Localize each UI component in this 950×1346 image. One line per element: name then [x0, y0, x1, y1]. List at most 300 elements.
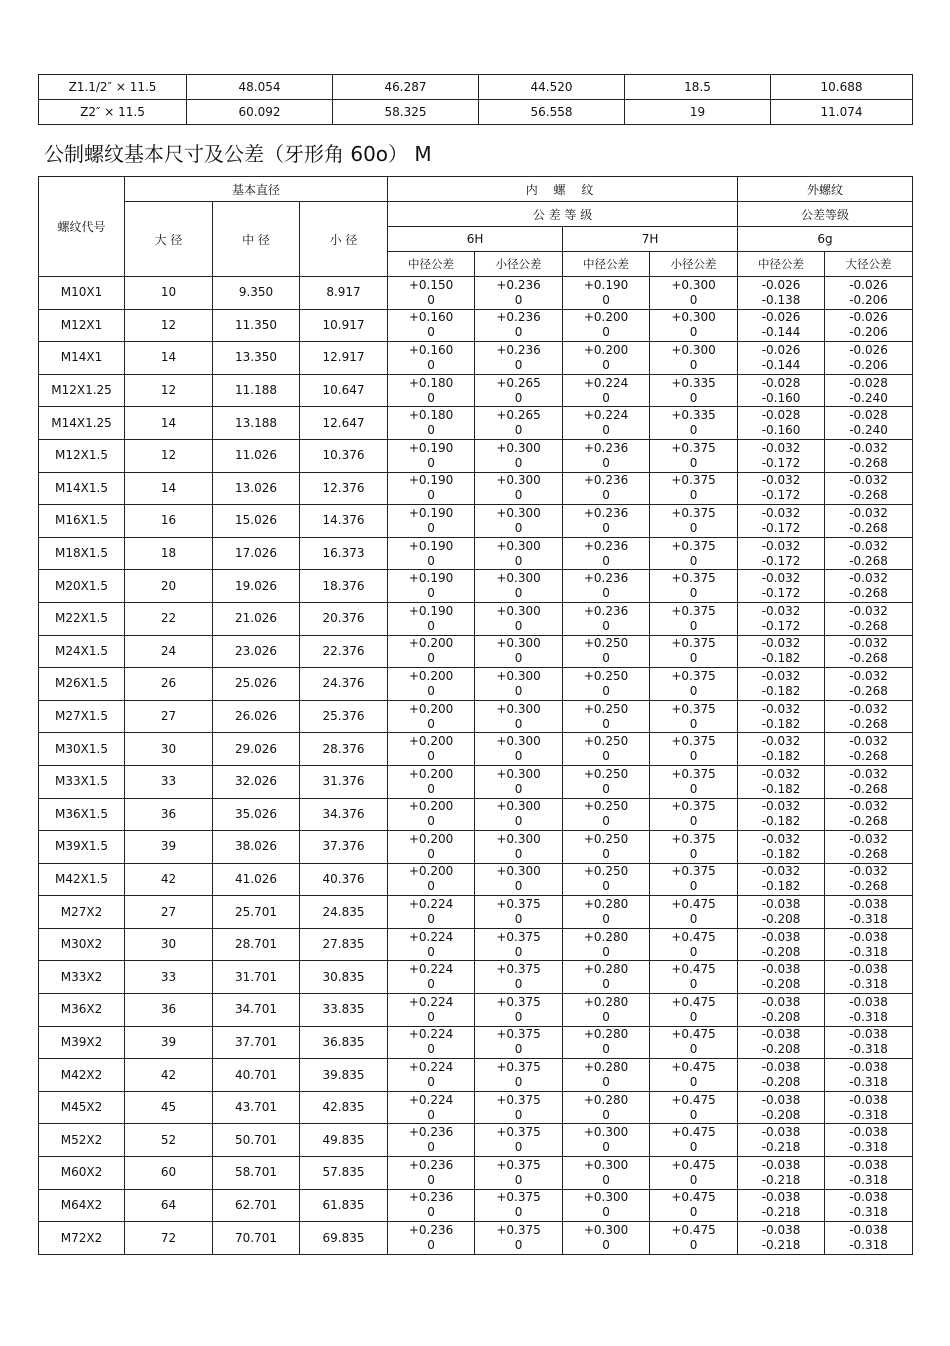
tol-7h-pitch-lower: 0 — [602, 1140, 610, 1155]
tol-7h-pitch-lower: 0 — [602, 390, 610, 405]
tol-6g-pitch — [738, 961, 825, 994]
tol-7h-pitch — [563, 1124, 650, 1157]
tol-6h-pitch — [388, 309, 475, 342]
tol-6h-pitch-upper: +0.190 — [408, 505, 454, 520]
tol-7h-minor — [650, 700, 738, 733]
tol-6h-pitch — [388, 961, 475, 994]
tol-6h-minor-upper: +0.300 — [496, 701, 541, 716]
tol-7h-pitch-upper: +0.250 — [583, 799, 629, 814]
metric-thread-table — [38, 176, 913, 1255]
tol-6h-pitch-lower: 0 — [427, 846, 435, 861]
tol-6h-pitch-lower: 0 — [427, 814, 435, 829]
tol-6g-pitch-upper: -0.028 — [761, 408, 801, 423]
tol-6h-pitch-lower: 0 — [427, 325, 435, 340]
tol-7h-minor-upper: +0.375 — [671, 603, 716, 618]
tol-6h-minor-lower: 0 — [514, 1238, 523, 1253]
tol-7h-minor-lower: 0 — [689, 651, 698, 666]
tol-7h-minor-upper: +0.475 — [671, 897, 716, 912]
tol-7h-minor-lower: 0 — [689, 1009, 698, 1024]
tol-6h-minor-upper: +0.375 — [496, 1223, 541, 1238]
tol-7h-minor — [650, 733, 738, 766]
tol-6g-pitch-upper: -0.038 — [761, 1223, 801, 1238]
major-diameter-cell: 18 — [125, 537, 213, 570]
tol-7h-minor-upper: +0.475 — [671, 962, 716, 977]
minor-diameter-cell: 69.835 — [300, 1222, 388, 1255]
tol-6h-minor-lower: 0 — [514, 586, 523, 601]
minor-diameter-cell: 16.373 — [300, 537, 388, 570]
tol-6h-minor-lower: 0 — [514, 1075, 523, 1090]
tol-6g-pitch-upper: -0.038 — [761, 1190, 801, 1205]
tol-6h-minor — [475, 1091, 563, 1124]
tol-7h-minor-upper: +0.475 — [671, 1190, 716, 1205]
table-row — [39, 277, 913, 310]
tol-7h-pitch — [563, 602, 650, 635]
tol-6h-minor-upper: +0.300 — [496, 473, 541, 488]
tol-7h-minor-lower: 0 — [689, 357, 698, 372]
tol-6g-pitch-lower: -0.172 — [761, 553, 801, 568]
tol-6h-minor-lower: 0 — [514, 390, 523, 405]
tol-6h-minor-upper: +0.236 — [496, 277, 541, 292]
thread-code-cell: M12X1 — [39, 309, 125, 342]
tol-6h-minor — [475, 277, 563, 310]
tol-7h-minor-upper: +0.335 — [671, 408, 716, 423]
tol-7h-pitch — [563, 1222, 650, 1255]
table-row — [39, 831, 913, 864]
tol-6h-minor — [475, 994, 563, 1027]
tol-7h-minor-upper: +0.375 — [671, 864, 716, 879]
tol-7h-pitch — [563, 994, 650, 1027]
tol-6h-minor-lower: 0 — [514, 1205, 523, 1220]
tol-7h-minor-upper: +0.375 — [671, 505, 716, 520]
tol-7h-minor-upper: +0.475 — [671, 1223, 716, 1238]
tol-7h-minor — [650, 961, 738, 994]
tol-6h-minor — [475, 961, 563, 994]
tol-6g-major-lower: -0.268 — [849, 683, 888, 698]
tol-6h-pitch — [388, 733, 475, 766]
tol-6h-minor — [475, 798, 563, 831]
tol-6h-minor-upper: +0.375 — [496, 929, 541, 944]
tol-7h-pitch-upper: +0.280 — [583, 962, 629, 977]
tol-6h-pitch — [388, 928, 475, 961]
thread-code-cell: M52X2 — [39, 1124, 125, 1157]
tol-6h-pitch — [388, 1026, 475, 1059]
tol-6g-major-upper: -0.038 — [849, 962, 888, 977]
minor-diameter-cell: 24.376 — [300, 668, 388, 701]
tol-6h-minor — [475, 407, 563, 440]
tol-6h-minor — [475, 863, 563, 896]
tol-6h-minor-upper: +0.375 — [496, 1027, 541, 1042]
tol-6h-minor-lower: 0 — [514, 944, 523, 959]
tol-7h-minor — [650, 1124, 738, 1157]
tol-6g-major-lower: -0.206 — [849, 325, 888, 340]
header-6h-minor-tol: 小径公差 — [475, 252, 563, 277]
tol-7h-pitch-upper: +0.300 — [583, 1125, 629, 1140]
tol-6h-pitch-lower: 0 — [427, 1042, 435, 1057]
tol-6g-major-lower: -0.268 — [849, 846, 888, 861]
tol-6h-pitch — [388, 505, 475, 538]
tol-6h-minor-upper: +0.300 — [496, 571, 541, 586]
tol-6h-minor-lower: 0 — [514, 651, 523, 666]
header-grade-6h: 6H — [388, 227, 563, 252]
table-row — [39, 1157, 913, 1190]
tol-7h-pitch — [563, 439, 650, 472]
tol-6g-major-upper: -0.038 — [849, 1060, 888, 1075]
tol-7h-minor — [650, 994, 738, 1027]
tol-6g-pitch-lower: -0.182 — [761, 814, 801, 829]
tol-6g-major-lower: -0.240 — [849, 423, 888, 438]
thread-code-cell: M39X1.5 — [39, 831, 125, 864]
thread-code-cell: M36X1.5 — [39, 798, 125, 831]
tol-6g-pitch — [738, 1124, 825, 1157]
table-row — [39, 765, 913, 798]
value-cell: 44.520 — [479, 75, 625, 100]
tol-7h-pitch-upper: +0.250 — [583, 701, 629, 716]
tol-6g-pitch — [738, 472, 825, 505]
value-cell: 48.054 — [187, 75, 333, 100]
tol-6h-pitch-lower: 0 — [427, 1075, 435, 1090]
tol-6h-minor — [475, 831, 563, 864]
value-cell: 58.325 — [333, 100, 479, 125]
tol-6h-minor — [475, 1189, 563, 1222]
tol-7h-pitch-lower: 0 — [602, 716, 610, 731]
table-row — [39, 1222, 913, 1255]
tol-7h-pitch-lower: 0 — [602, 944, 610, 959]
tol-6g-pitch-lower: -0.138 — [761, 292, 801, 307]
tol-6h-pitch-lower: 0 — [427, 520, 435, 535]
tol-7h-minor-upper: +0.375 — [671, 473, 716, 488]
thread-code-cell: M45X2 — [39, 1091, 125, 1124]
tol-7h-minor-upper: +0.475 — [671, 1157, 716, 1172]
tol-6g-pitch-upper: -0.032 — [761, 701, 801, 716]
tol-6h-pitch — [388, 407, 475, 440]
major-diameter-cell: 27 — [125, 700, 213, 733]
minor-diameter-cell: 12.376 — [300, 472, 388, 505]
tol-7h-pitch-upper: +0.250 — [583, 831, 629, 846]
tol-7h-pitch — [563, 1157, 650, 1190]
tol-7h-minor — [650, 277, 738, 310]
tol-7h-minor-lower: 0 — [689, 488, 698, 503]
tol-7h-minor-upper: +0.375 — [671, 734, 716, 749]
major-diameter-cell: 30 — [125, 733, 213, 766]
tol-7h-minor — [650, 505, 738, 538]
tol-6g-pitch-lower: -0.218 — [761, 1172, 801, 1187]
tol-7h-minor-lower: 0 — [689, 455, 698, 470]
value-cell: 46.287 — [333, 75, 479, 100]
table-row — [39, 1091, 913, 1124]
table-row — [39, 100, 913, 125]
tol-7h-minor-lower: 0 — [689, 846, 698, 861]
tol-6h-minor-upper: +0.300 — [496, 734, 541, 749]
major-diameter-cell: 36 — [125, 798, 213, 831]
tol-7h-pitch-lower: 0 — [602, 814, 610, 829]
tol-6h-pitch — [388, 570, 475, 603]
tol-6g-major-lower: -0.318 — [849, 1107, 888, 1122]
tol-6g-pitch-upper: -0.038 — [761, 897, 801, 912]
tol-6g-pitch — [738, 309, 825, 342]
tol-6g-pitch — [738, 994, 825, 1027]
tol-6g-pitch-upper: -0.032 — [761, 473, 801, 488]
tol-6h-pitch-upper: +0.236 — [408, 1223, 454, 1238]
header-pitch-diameter: 中 径 — [213, 202, 300, 277]
tol-6h-pitch-lower: 0 — [427, 683, 435, 698]
thread-code-cell: M42X1.5 — [39, 863, 125, 896]
table-row — [39, 961, 913, 994]
tol-6h-pitch-upper: +0.190 — [408, 603, 454, 618]
minor-diameter-cell: 27.835 — [300, 928, 388, 961]
tol-6g-major-lower: -0.268 — [849, 651, 888, 666]
tol-6g-pitch-lower: -0.160 — [761, 390, 801, 405]
pipe-thread-table — [38, 74, 913, 125]
pitch-diameter-cell: 11.350 — [213, 309, 300, 342]
tol-6h-minor-upper: +0.300 — [496, 831, 541, 846]
tol-6h-pitch-upper: +0.224 — [408, 1027, 454, 1042]
minor-diameter-cell: 24.835 — [300, 896, 388, 929]
tol-7h-minor-lower: 0 — [689, 553, 698, 568]
tol-6h-pitch-lower: 0 — [427, 716, 435, 731]
tol-7h-minor-lower: 0 — [689, 1205, 698, 1220]
major-diameter-cell: 14 — [125, 472, 213, 505]
tol-7h-minor — [650, 1157, 738, 1190]
tol-6h-minor — [475, 439, 563, 472]
thread-code-cell: M27X1.5 — [39, 700, 125, 733]
tol-7h-minor-upper: +0.300 — [671, 310, 716, 325]
tol-7h-minor — [650, 928, 738, 961]
tol-7h-minor-lower: 0 — [689, 1107, 698, 1122]
tol-7h-pitch-lower: 0 — [602, 325, 610, 340]
tol-7h-minor — [650, 537, 738, 570]
tol-6h-pitch — [388, 863, 475, 896]
tol-6h-pitch-upper: +0.160 — [408, 310, 454, 325]
thread-code-cell: M27X2 — [39, 896, 125, 929]
tol-7h-pitch-lower: 0 — [602, 357, 610, 372]
tol-7h-pitch-lower: 0 — [602, 1009, 610, 1024]
tol-7h-minor-upper: +0.475 — [671, 1125, 716, 1140]
tol-6h-pitch-upper: +0.190 — [408, 571, 454, 586]
table-row — [39, 1026, 913, 1059]
tol-7h-pitch — [563, 407, 650, 440]
tol-6g-pitch — [738, 733, 825, 766]
tol-6h-minor — [475, 309, 563, 342]
major-diameter-cell: 60 — [125, 1157, 213, 1190]
tol-6g-pitch-lower: -0.208 — [761, 912, 801, 927]
tol-7h-pitch-upper: +0.236 — [583, 571, 629, 586]
tol-6g-major-lower: -0.206 — [849, 292, 888, 307]
tol-6h-pitch-upper: +0.224 — [408, 994, 454, 1009]
pitch-diameter-cell: 21.026 — [213, 602, 300, 635]
tol-7h-minor-upper: +0.475 — [671, 929, 716, 944]
tol-6h-minor-upper: +0.300 — [496, 603, 541, 618]
tol-6g-major-lower: -0.318 — [849, 1238, 888, 1253]
tol-7h-minor — [650, 831, 738, 864]
header-7h-minor-tol: 小径公差 — [650, 252, 738, 277]
major-diameter-cell: 20 — [125, 570, 213, 603]
tol-6g-major-lower: -0.268 — [849, 618, 888, 633]
tol-7h-pitch-lower: 0 — [602, 292, 610, 307]
tol-6g-major-lower: -0.206 — [849, 357, 888, 372]
tol-6g-pitch — [738, 668, 825, 701]
tol-6h-pitch — [388, 374, 475, 407]
tol-6h-pitch — [388, 635, 475, 668]
tol-6h-pitch-upper: +0.224 — [408, 929, 454, 944]
tol-7h-pitch — [563, 277, 650, 310]
tol-6g-pitch-upper: -0.038 — [761, 1157, 801, 1172]
tol-7h-minor-upper: +0.375 — [671, 668, 716, 683]
tol-7h-pitch — [563, 1059, 650, 1092]
tol-7h-minor-lower: 0 — [689, 716, 698, 731]
major-diameter-cell: 45 — [125, 1091, 213, 1124]
tol-6g-pitch-upper: -0.032 — [761, 571, 801, 586]
tol-6h-minor — [475, 1026, 563, 1059]
tol-7h-minor-lower: 0 — [689, 683, 698, 698]
thread-code-cell: M33X2 — [39, 961, 125, 994]
tol-7h-pitch-upper: +0.236 — [583, 538, 629, 553]
tol-7h-minor — [650, 668, 738, 701]
tol-7h-pitch-upper: +0.200 — [583, 342, 629, 357]
pitch-diameter-cell: 13.026 — [213, 472, 300, 505]
table-row — [39, 798, 913, 831]
tol-6g-major-upper: -0.032 — [849, 473, 888, 488]
tol-6h-minor-upper: +0.375 — [496, 1060, 541, 1075]
tol-7h-pitch-upper: +0.236 — [583, 603, 629, 618]
pitch-diameter-cell: 13.188 — [213, 407, 300, 440]
major-diameter-cell: 33 — [125, 765, 213, 798]
table-row — [39, 602, 913, 635]
thread-code-cell: M33X1.5 — [39, 765, 125, 798]
minor-diameter-cell: 37.376 — [300, 831, 388, 864]
tol-6h-pitch-lower: 0 — [427, 1009, 435, 1024]
tol-6h-minor — [475, 668, 563, 701]
tol-7h-minor-upper: +0.375 — [671, 799, 716, 814]
thread-code-cell: M30X1.5 — [39, 733, 125, 766]
value-cell: 11.074 — [771, 100, 913, 125]
minor-diameter-cell: 30.835 — [300, 961, 388, 994]
major-diameter-cell: 14 — [125, 342, 213, 375]
tol-6g-pitch-upper: -0.032 — [761, 864, 801, 879]
tol-7h-minor-upper: +0.335 — [671, 375, 716, 390]
tol-6h-minor — [475, 570, 563, 603]
tol-7h-pitch — [563, 733, 650, 766]
tol-6g-major-upper: -0.032 — [849, 864, 888, 879]
tol-7h-pitch-lower: 0 — [602, 1205, 610, 1220]
value-cell: 56.558 — [479, 100, 625, 125]
tol-6g-major — [825, 928, 913, 961]
tol-6g-pitch-upper: -0.038 — [761, 962, 801, 977]
minor-diameter-cell: 57.835 — [300, 1157, 388, 1190]
tol-6g-major — [825, 537, 913, 570]
tol-6h-minor — [475, 537, 563, 570]
tol-6h-minor-upper: +0.236 — [496, 342, 541, 357]
tol-6h-pitch-lower: 0 — [427, 749, 435, 764]
tol-6g-pitch-upper: -0.032 — [761, 440, 801, 455]
major-diameter-cell: 36 — [125, 994, 213, 1027]
tol-6g-major — [825, 831, 913, 864]
tol-6g-pitch — [738, 798, 825, 831]
tol-6h-pitch-lower: 0 — [427, 1107, 435, 1122]
tol-6g-pitch-lower: -0.182 — [761, 749, 801, 764]
thread-code-cell: M12X1.5 — [39, 439, 125, 472]
table-row — [39, 1189, 913, 1222]
tol-7h-pitch-lower: 0 — [602, 1042, 610, 1057]
thread-code-cell: M64X2 — [39, 1189, 125, 1222]
tol-7h-pitch — [563, 570, 650, 603]
tol-6g-major-upper: -0.028 — [849, 375, 888, 390]
tol-6g-major — [825, 1157, 913, 1190]
tol-7h-minor-upper: +0.475 — [671, 994, 716, 1009]
tol-6g-pitch — [738, 1189, 825, 1222]
tol-6g-pitch — [738, 277, 825, 310]
major-diameter-cell: 42 — [125, 863, 213, 896]
minor-diameter-cell: 40.376 — [300, 863, 388, 896]
tol-7h-minor-lower: 0 — [689, 814, 698, 829]
tol-7h-minor — [650, 1059, 738, 1092]
minor-diameter-cell: 10.376 — [300, 439, 388, 472]
major-diameter-cell: 16 — [125, 505, 213, 538]
tol-6g-pitch — [738, 1222, 825, 1255]
tol-7h-pitch — [563, 342, 650, 375]
tol-6g-major — [825, 1059, 913, 1092]
tol-7h-minor-upper: +0.475 — [671, 1027, 716, 1042]
tol-6h-minor-upper: +0.300 — [496, 799, 541, 814]
tol-6h-pitch-lower: 0 — [427, 488, 435, 503]
table-row — [39, 1059, 913, 1092]
tol-6h-minor — [475, 1124, 563, 1157]
tol-7h-pitch-lower: 0 — [602, 455, 610, 470]
tol-7h-pitch-upper: +0.250 — [583, 636, 629, 651]
minor-diameter-cell: 10.647 — [300, 374, 388, 407]
table-row — [39, 1124, 913, 1157]
tol-6h-pitch-upper: +0.190 — [408, 538, 454, 553]
tol-7h-pitch-upper: +0.280 — [583, 1092, 629, 1107]
tol-7h-pitch-upper: +0.224 — [583, 375, 629, 390]
tol-7h-pitch-lower: 0 — [602, 879, 610, 894]
tol-6g-major-upper: -0.038 — [849, 1125, 888, 1140]
tol-6h-minor-lower: 0 — [514, 749, 523, 764]
tol-7h-minor-upper: +0.300 — [671, 342, 716, 357]
tol-7h-pitch — [563, 765, 650, 798]
pitch-diameter-cell: 40.701 — [213, 1059, 300, 1092]
pitch-diameter-cell: 23.026 — [213, 635, 300, 668]
tol-6h-minor-lower: 0 — [514, 814, 523, 829]
tol-6g-major-lower: -0.318 — [849, 1140, 888, 1155]
tol-6g-major — [825, 374, 913, 407]
tol-7h-pitch-upper: +0.224 — [583, 408, 629, 423]
header-tolerance-grade-internal: 公 差 等 级 — [388, 202, 738, 227]
tol-6h-minor-upper: +0.375 — [496, 1157, 541, 1172]
thread-code-cell: M16X1.5 — [39, 505, 125, 538]
thread-code-cell: M42X2 — [39, 1059, 125, 1092]
major-diameter-cell: 30 — [125, 928, 213, 961]
tol-6g-major — [825, 961, 913, 994]
tol-6g-pitch-lower: -0.172 — [761, 488, 801, 503]
tol-7h-minor-upper: +0.300 — [671, 277, 716, 292]
table-row — [39, 896, 913, 929]
tol-6h-pitch — [388, 831, 475, 864]
tol-6h-pitch-upper: +0.200 — [408, 766, 454, 781]
tol-6h-minor — [475, 765, 563, 798]
tol-7h-pitch-lower: 0 — [602, 553, 610, 568]
tol-6h-minor-upper: +0.300 — [496, 538, 541, 553]
minor-diameter-cell: 12.647 — [300, 407, 388, 440]
tol-6g-major — [825, 439, 913, 472]
tol-6g-major-lower: -0.318 — [849, 977, 888, 992]
tol-6g-pitch-upper: -0.038 — [761, 1125, 801, 1140]
major-diameter-cell: 22 — [125, 602, 213, 635]
tol-6g-major-lower: -0.268 — [849, 586, 888, 601]
thread-code-cell: M12X1.25 — [39, 374, 125, 407]
tol-6g-major — [825, 342, 913, 375]
tol-7h-pitch-upper: +0.250 — [583, 864, 629, 879]
pitch-diameter-cell: 26.026 — [213, 700, 300, 733]
